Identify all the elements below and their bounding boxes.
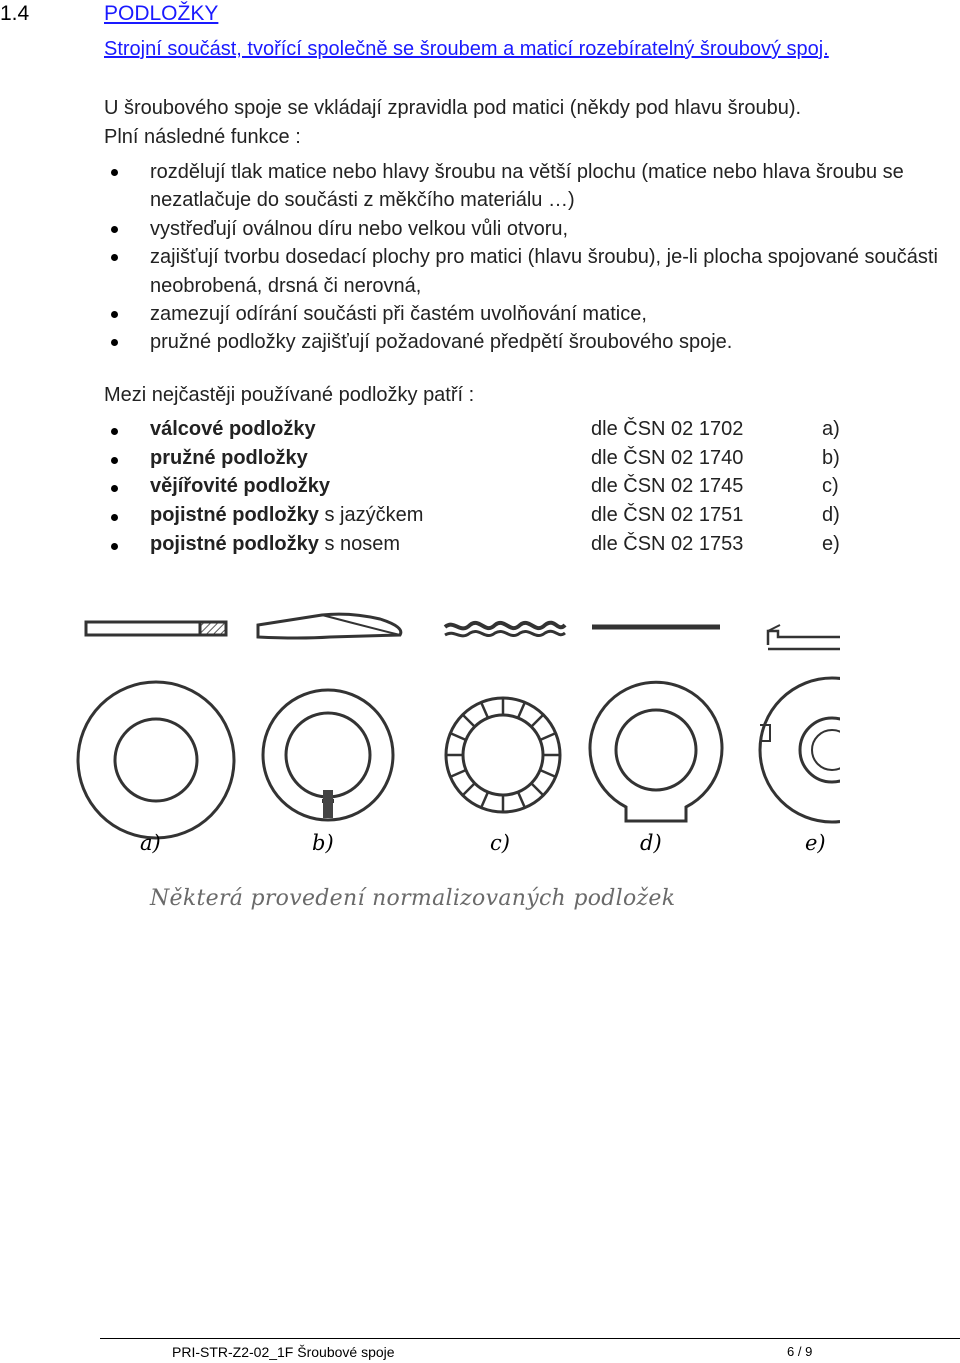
washer-letter: b): [822, 446, 840, 469]
footer-page-number: 6 / 9: [787, 1344, 813, 1359]
list-item: zamezují odírání součásti při častém uvolňování matice,: [104, 300, 956, 328]
intro-line-1: U šroubového spoje se vkládají zpravidla pod matici (někdy pod hlavu šroubu).: [104, 97, 802, 119]
list-item: [104, 531, 956, 560]
figure-caption: Některá provedení normalizovaných podložek: [150, 886, 676, 911]
footer-document-id: PRI-STR-Z2-02_1F Šroubové spoje: [172, 1344, 395, 1360]
washer-types-list: [104, 416, 956, 559]
intro-line-2: Plní následné funkce :: [104, 126, 301, 148]
washer-standard: dle ČSN 02 1751: [591, 504, 744, 527]
figure-label-d: d): [640, 831, 662, 855]
washer-letter: a): [822, 418, 840, 440]
washer-type-name: pružné podložky: [150, 446, 308, 469]
washer-type-suffix: s nosem: [318, 532, 401, 555]
bullet-icon: [111, 485, 118, 492]
washer-standard: dle ČSN 02 1753: [591, 532, 744, 555]
section-title: PODLOŽKY: [104, 2, 219, 25]
washer-type-suffix: s jazýčkem: [318, 504, 424, 527]
washer-e-top-view: [760, 678, 840, 822]
washer-type-name: vějířovité podložky: [150, 475, 331, 498]
list-item: [104, 473, 956, 502]
bullet-icon: [111, 457, 118, 464]
figure-label-a: a): [140, 831, 161, 855]
figure-label-c: c): [490, 831, 510, 855]
washer-e-side-view: [768, 625, 840, 649]
function-list: [104, 158, 956, 357]
washer-b-side-view: [258, 614, 401, 638]
list-item: vystřeďují oválnou díru nebo velkou vůli otvoru,: [104, 215, 956, 243]
washer-type-name: válcové podložky: [150, 418, 316, 440]
types-intro: Mezi nejčastěji používané podložky patří :: [104, 384, 475, 406]
figure-label-e: e): [805, 831, 826, 855]
list-item: rozdělují tlak matice nebo hlavy šroubu na větší plochu (matice nebo hlava šroubu se nezatlačuje do součásti z měkčího materiálu …): [104, 158, 956, 215]
list-item: [104, 445, 956, 474]
section-number: 1.4: [0, 2, 30, 25]
washer-type-name: pojistné podložky: [150, 532, 319, 555]
figure-label-b: b): [312, 831, 334, 855]
washer-c-top-view: [446, 698, 560, 812]
list-item: zajišťují tvorbu dosedací plochy pro matici (hlavu šroubu), je-li plocha spojované součásti neobrobená, drsná či nerovná,: [104, 243, 956, 300]
footer-divider: [100, 1338, 960, 1339]
washer-letter: d): [822, 504, 840, 527]
list-item: pružné podložky zajišťují požadované předpětí šroubového spoje.: [104, 328, 956, 356]
washer-standard: dle ČSN 02 1702: [591, 418, 744, 440]
washer-standard: dle ČSN 02 1745: [591, 475, 744, 498]
washer-a-side-view: [86, 622, 226, 635]
bullet-icon: [111, 543, 118, 550]
washer-standard: dle ČSN 02 1740: [591, 446, 744, 469]
bullet-icon: [111, 428, 118, 435]
section-subtitle: Strojní součást, tvořící společně se šroubem a maticí rozebíratelný šroubový spoj.: [104, 38, 829, 60]
washer-letter: e): [822, 532, 840, 555]
list-item: [104, 416, 956, 445]
bullet-icon: [111, 514, 118, 521]
washer-d-top-view: [590, 682, 722, 821]
washer-a-top-view: [78, 682, 234, 838]
washer-b-top-view: [263, 690, 393, 820]
washer-letter: c): [822, 475, 839, 498]
washer-c-side-view: [445, 623, 565, 636]
list-item: [104, 502, 956, 531]
washer-type-name: pojistné podložky: [150, 504, 319, 527]
